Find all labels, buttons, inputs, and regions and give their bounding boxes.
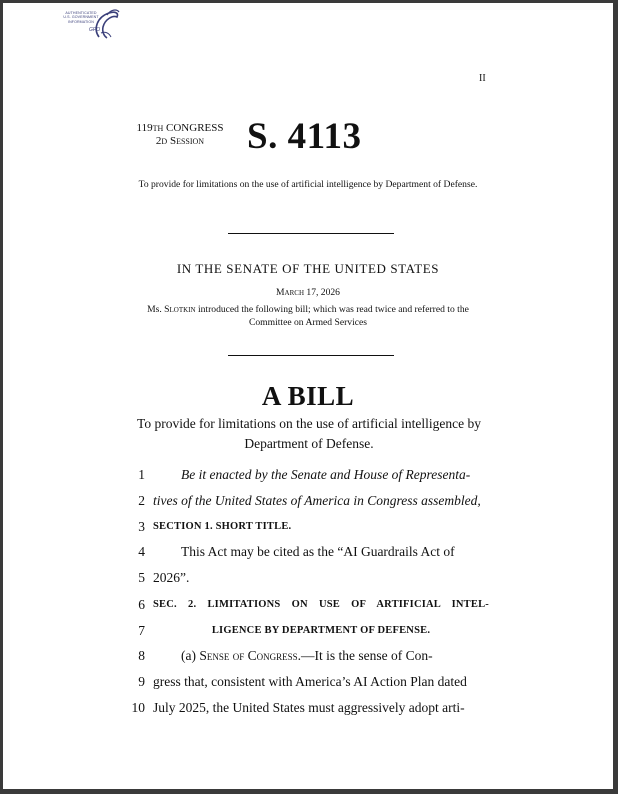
bill-number: S. 4113 [247, 116, 362, 157]
eagle-icon [91, 7, 121, 43]
bill-line [3, 467, 613, 485]
bill-line [3, 700, 613, 718]
line-number: 5 [138, 570, 145, 585]
bill-version: II [479, 73, 486, 84]
bill-line [3, 519, 613, 537]
line-number: 7 [138, 623, 145, 638]
line-text: This Act may be cited as the “AI Guardrails Act of [181, 544, 455, 559]
section-heading: LIGENCE BY DEPARTMENT OF DEFENSE. [211, 625, 431, 636]
session-label: 2d Session [155, 135, 205, 147]
sponsor-name: Slotkin [164, 304, 196, 315]
action-date: March 17, 2026 [276, 287, 340, 298]
gpo-authentication-seal [53, 7, 123, 43]
bill-line [3, 648, 613, 666]
bill-heading: A BILL [261, 381, 355, 411]
section-heading: SECTION 1. SHORT TITLE. [153, 521, 292, 532]
congress-label: 119th CONGRESS [136, 122, 224, 134]
line-text: Be it enacted by the Senate and House of Representa- [181, 467, 471, 482]
line-number: 1 [138, 467, 145, 482]
line-number: 4 [138, 544, 145, 559]
divider-rule [228, 233, 394, 234]
long-title: To provide for limitations on the use of artificial intelligence by Department of Defense. [137, 416, 481, 451]
line-number: 3 [138, 519, 145, 534]
seal-gpo: GPO [89, 27, 101, 33]
line-text: 2026”. [153, 570, 190, 585]
line-number: 10 [131, 700, 145, 715]
line-text: gress that, consistent with America’s AI Action Plan dated [153, 674, 467, 689]
seal-text: AUTHENTICATED U.S. GOVERNMENT INFORMATION [63, 11, 99, 24]
bill-line [3, 544, 613, 562]
short-purpose: To provide for limitations on the use of artificial intelligence by Department of Defense. [138, 179, 478, 190]
bill-line [3, 597, 613, 615]
bill-line [3, 623, 613, 641]
bill-line [3, 493, 613, 511]
document-page [3, 3, 613, 789]
bill-line [3, 570, 613, 588]
section-heading: SEC. 2. LIMITATIONS ON USE OF ARTIFICIAL INTEL- [153, 599, 489, 610]
bill-line [3, 674, 613, 692]
introduction-text: Ms. Slotkin introduced the following bill; which was read twice and referred to the Committee on Armed Services [147, 304, 469, 328]
line-text: (a) Sense of Congress.—It is the sense of Con- [181, 648, 433, 663]
line-number: 8 [138, 648, 145, 663]
line-number: 6 [138, 597, 145, 612]
divider-rule [228, 355, 394, 356]
line-number: 2 [138, 493, 145, 508]
congress-session [121, 122, 239, 148]
chamber-heading: IN THE SENATE OF THE UNITED STATES [176, 261, 440, 276]
line-number: 9 [138, 674, 145, 689]
line-text: July 2025, the United States must aggressively adopt arti- [153, 700, 465, 715]
line-text: tives of the United States of America in Congress assembled, [153, 493, 481, 508]
subsection-heading: Sense of Congress [199, 648, 298, 663]
